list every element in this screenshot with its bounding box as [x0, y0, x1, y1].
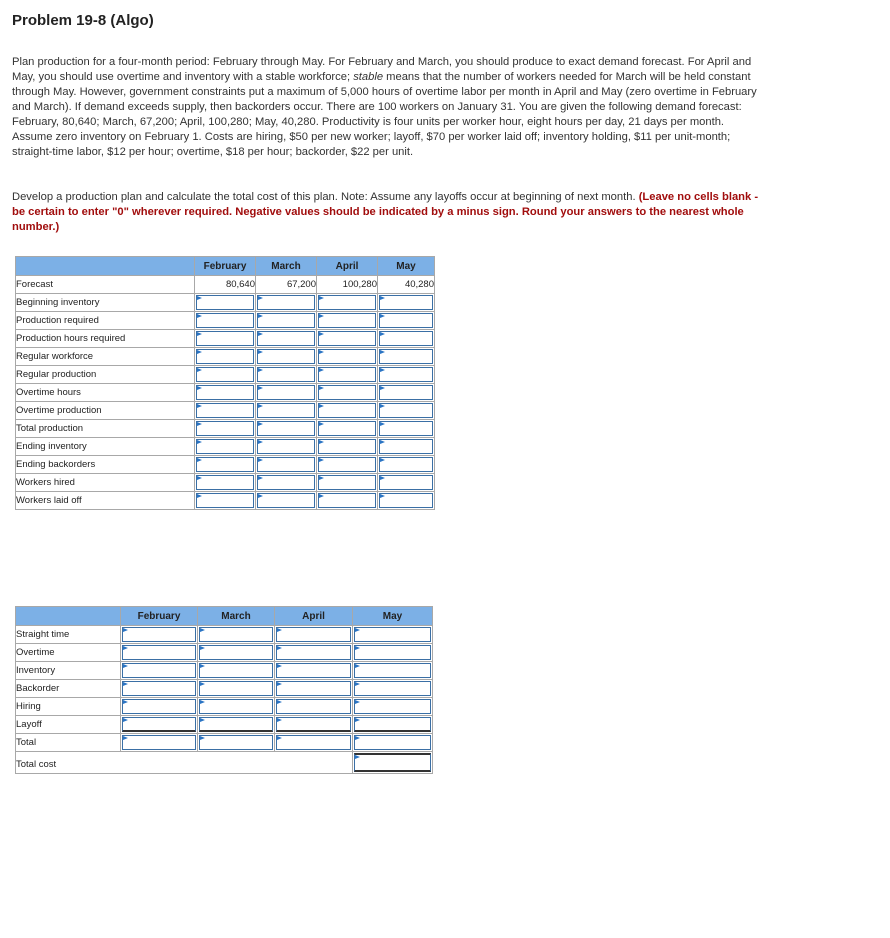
- answer-cell-february: [195, 384, 256, 402]
- cost-cell-february: [121, 680, 198, 698]
- answer-input[interactable]: [257, 349, 315, 364]
- cost-cell-march: [198, 716, 275, 734]
- answer-input[interactable]: [379, 313, 433, 328]
- cost-cell-february: [121, 698, 198, 716]
- plan-header-may: May: [378, 257, 435, 276]
- plan-row-total-production: [16, 420, 435, 438]
- answer-cell-may: [378, 420, 435, 438]
- cost-cell-march: [198, 662, 275, 680]
- answer-cell-may: [378, 474, 435, 492]
- answer-input[interactable]: [379, 295, 433, 310]
- answer-input[interactable]: [196, 439, 254, 454]
- answer-cell-may: [378, 348, 435, 366]
- answer-input[interactable]: [196, 367, 254, 382]
- cost-cell-february: [121, 734, 198, 752]
- cost-cell-may: [353, 698, 433, 716]
- answer-cell-may: [378, 492, 435, 510]
- answer-cell-may: [378, 384, 435, 402]
- cost-input[interactable]: [354, 627, 431, 642]
- plan-row-production-required: [16, 312, 435, 330]
- answer-input[interactable]: [196, 385, 254, 400]
- plan-row-label: Workers laid off: [16, 492, 195, 510]
- cost-row-inventory: [16, 662, 433, 680]
- cost-input[interactable]: [199, 627, 273, 642]
- plan-header-february: February: [195, 257, 256, 276]
- cost-cell-may: [353, 734, 433, 752]
- answer-input[interactable]: [318, 295, 376, 310]
- forecast-row: [16, 276, 435, 294]
- plan-row-production-hours-required: [16, 330, 435, 348]
- cost-row-layoff: [16, 716, 433, 734]
- answer-cell-february: [195, 456, 256, 474]
- answer-input[interactable]: [257, 403, 315, 418]
- instructions: [12, 190, 764, 235]
- cost-input[interactable]: [276, 735, 351, 750]
- answer-cell-march: [256, 456, 317, 474]
- answer-input[interactable]: [318, 403, 376, 418]
- plan-row-overtime-hours: [16, 384, 435, 402]
- answer-input[interactable]: [196, 331, 254, 346]
- plan-header-march: March: [256, 257, 317, 276]
- answer-input[interactable]: [379, 421, 433, 436]
- plan-row-label: Total production: [16, 420, 195, 438]
- cost-input[interactable]: [199, 735, 273, 750]
- production-plan-table: [15, 256, 435, 510]
- cost-cell-april: [275, 662, 353, 680]
- cost-cell-april: [275, 698, 353, 716]
- plan-row-beginning-inventory: [16, 294, 435, 312]
- answer-cell-march: [256, 474, 317, 492]
- total-cost-label: Total cost: [16, 752, 353, 774]
- answer-cell-april: [317, 438, 378, 456]
- answer-input[interactable]: [257, 421, 315, 436]
- plan-header-row: [16, 257, 435, 276]
- cost-cell-february: [121, 644, 198, 662]
- answer-input[interactable]: [257, 295, 315, 310]
- cost-cell-may: [353, 644, 433, 662]
- answer-input[interactable]: [257, 385, 315, 400]
- plan-row-workers-hired: [16, 474, 435, 492]
- answer-input[interactable]: [379, 457, 433, 472]
- problem-title: Problem 19-8 (Algo): [12, 12, 154, 29]
- cost-cell-february: [121, 716, 198, 734]
- cost-input[interactable]: [122, 627, 196, 642]
- cost-cell-april: [275, 626, 353, 644]
- answer-input[interactable]: [379, 439, 433, 454]
- answer-input[interactable]: [257, 493, 315, 508]
- answer-input[interactable]: [318, 493, 376, 508]
- answer-cell-april: [317, 330, 378, 348]
- cost-row-label: Backorder: [16, 680, 121, 698]
- answer-cell-april: [317, 366, 378, 384]
- answer-input[interactable]: [257, 367, 315, 382]
- cost-input[interactable]: [354, 681, 431, 696]
- cost-cell-february: [121, 626, 198, 644]
- answer-input[interactable]: [379, 367, 433, 382]
- answer-input[interactable]: [196, 403, 254, 418]
- answer-cell-may: [378, 402, 435, 420]
- cost-input[interactable]: [199, 717, 273, 732]
- forecast-march: 67,200: [256, 276, 317, 294]
- cost-header-row: [16, 607, 433, 626]
- cost-input[interactable]: [122, 717, 196, 732]
- instructions-warning: (Leave no cells blank - be certain to enter "0" wherever required. Negative values should be indicated by a minus sign. Round your answers to the nearest whole number.): [12, 191, 759, 233]
- answer-cell-may: [378, 456, 435, 474]
- cost-input[interactable]: [354, 645, 431, 660]
- plan-row-label: Workers hired: [16, 474, 195, 492]
- cost-header-april: April: [275, 607, 353, 626]
- answer-input[interactable]: [318, 475, 376, 490]
- answer-cell-february: [195, 294, 256, 312]
- answer-cell-may: [378, 330, 435, 348]
- answer-cell-april: [317, 474, 378, 492]
- answer-input[interactable]: [318, 313, 376, 328]
- cost-input[interactable]: [276, 699, 351, 714]
- answer-input[interactable]: [318, 439, 376, 454]
- total-cost-cell: [353, 752, 433, 774]
- answer-cell-april: [317, 420, 378, 438]
- answer-input[interactable]: [257, 313, 315, 328]
- cost-table: [15, 606, 433, 774]
- cost-cell-march: [198, 626, 275, 644]
- answer-cell-february: [195, 474, 256, 492]
- answer-input[interactable]: [196, 421, 254, 436]
- answer-cell-february: [195, 348, 256, 366]
- answer-input[interactable]: [379, 403, 433, 418]
- cost-input[interactable]: [354, 699, 431, 714]
- answer-cell-april: [317, 312, 378, 330]
- cost-row-backorder: [16, 680, 433, 698]
- forecast-may: 40,280: [378, 276, 435, 294]
- plan-row-regular-production: [16, 366, 435, 384]
- cost-row-label: Total: [16, 734, 121, 752]
- cost-header-blank: [16, 607, 121, 626]
- answer-input[interactable]: [379, 493, 433, 508]
- cost-input[interactable]: [199, 663, 273, 678]
- answer-input[interactable]: [196, 349, 254, 364]
- answer-cell-march: [256, 492, 317, 510]
- answer-cell-february: [195, 330, 256, 348]
- cost-input[interactable]: [199, 645, 273, 660]
- cost-cell-march: [198, 680, 275, 698]
- cost-header-march: March: [198, 607, 275, 626]
- answer-cell-february: [195, 402, 256, 420]
- cost-input[interactable]: [276, 645, 351, 660]
- plan-row-label: Overtime hours: [16, 384, 195, 402]
- cost-cell-march: [198, 644, 275, 662]
- cost-cell-february: [121, 662, 198, 680]
- cost-input[interactable]: [199, 699, 273, 714]
- cost-cell-april: [275, 734, 353, 752]
- cost-row-label: Straight time: [16, 626, 121, 644]
- cost-cell-may: [353, 680, 433, 698]
- answer-cell-may: [378, 312, 435, 330]
- cost-row-overtime: [16, 644, 433, 662]
- cost-row-straight-time: [16, 626, 433, 644]
- answer-input[interactable]: [257, 475, 315, 490]
- answer-cell-april: [317, 402, 378, 420]
- answer-input[interactable]: [318, 457, 376, 472]
- forecast-february: 80,640: [195, 276, 256, 294]
- answer-cell-april: [317, 456, 378, 474]
- cost-row-total: [16, 734, 433, 752]
- cost-cell-may: [353, 626, 433, 644]
- instructions-text: Develop a production plan and calculate the total cost of this plan. Note: Assume any layoffs occur at beginning of next month.: [12, 191, 639, 203]
- cost-row-label: Overtime: [16, 644, 121, 662]
- answer-input[interactable]: [318, 349, 376, 364]
- plan-row-overtime-production: [16, 402, 435, 420]
- forecast-label: Forecast: [16, 276, 195, 294]
- answer-cell-april: [317, 348, 378, 366]
- cost-input[interactable]: [276, 717, 351, 732]
- cost-input[interactable]: [122, 681, 196, 696]
- problem-description: [12, 55, 764, 160]
- answer-cell-march: [256, 420, 317, 438]
- description-italic-word: stable: [353, 71, 384, 83]
- answer-input[interactable]: [196, 493, 254, 508]
- plan-header-april: April: [317, 257, 378, 276]
- answer-cell-february: [195, 492, 256, 510]
- answer-input[interactable]: [379, 349, 433, 364]
- cost-row-hiring: [16, 698, 433, 716]
- answer-cell-march: [256, 438, 317, 456]
- answer-cell-march: [256, 330, 317, 348]
- answer-cell-february: [195, 312, 256, 330]
- cost-cell-april: [275, 644, 353, 662]
- total-cost-input[interactable]: [354, 753, 431, 772]
- cost-input[interactable]: [354, 663, 431, 678]
- cost-input[interactable]: [122, 735, 196, 750]
- cost-input[interactable]: [199, 681, 273, 696]
- cost-cell-may: [353, 716, 433, 734]
- cost-input[interactable]: [122, 663, 196, 678]
- plan-header-blank: [16, 257, 195, 276]
- plan-row-label: Regular workforce: [16, 348, 195, 366]
- cost-input[interactable]: [276, 681, 351, 696]
- answer-input[interactable]: [257, 457, 315, 472]
- answer-input[interactable]: [379, 385, 433, 400]
- answer-cell-february: [195, 438, 256, 456]
- plan-row-label: Production required: [16, 312, 195, 330]
- answer-cell-may: [378, 438, 435, 456]
- answer-input[interactable]: [318, 367, 376, 382]
- answer-cell-march: [256, 402, 317, 420]
- cost-cell-april: [275, 716, 353, 734]
- answer-input[interactable]: [318, 421, 376, 436]
- answer-input[interactable]: [379, 475, 433, 490]
- plan-row-label: Beginning inventory: [16, 294, 195, 312]
- answer-input[interactable]: [318, 331, 376, 346]
- cost-row-label: Layoff: [16, 716, 121, 734]
- answer-cell-march: [256, 348, 317, 366]
- cost-input[interactable]: [354, 717, 431, 732]
- cost-header-may: May: [353, 607, 433, 626]
- cost-row-label: Hiring: [16, 698, 121, 716]
- answer-input[interactable]: [257, 439, 315, 454]
- answer-input[interactable]: [196, 295, 254, 310]
- answer-cell-march: [256, 384, 317, 402]
- plan-row-label: Ending backorders: [16, 456, 195, 474]
- answer-input[interactable]: [196, 457, 254, 472]
- cost-cell-april: [275, 680, 353, 698]
- cost-input[interactable]: [122, 699, 196, 714]
- plan-row-regular-workforce: [16, 348, 435, 366]
- forecast-april: 100,280: [317, 276, 378, 294]
- answer-cell-february: [195, 420, 256, 438]
- plan-row-label: Ending inventory: [16, 438, 195, 456]
- plan-row-label: Production hours required: [16, 330, 195, 348]
- cost-row-label: Inventory: [16, 662, 121, 680]
- plan-row-label: Overtime production: [16, 402, 195, 420]
- answer-cell-march: [256, 312, 317, 330]
- cost-input[interactable]: [276, 663, 351, 678]
- answer-cell-february: [195, 366, 256, 384]
- answer-input[interactable]: [379, 331, 433, 346]
- answer-cell-april: [317, 294, 378, 312]
- answer-input[interactable]: [257, 331, 315, 346]
- answer-cell-march: [256, 294, 317, 312]
- answer-cell-march: [256, 366, 317, 384]
- answer-cell-april: [317, 492, 378, 510]
- description-part1: Plan production for a four-month period: February through May. For February and March, you should produce to exact demand forecast. For April and May, you should use overtime and inventory with a stable workforce;: [12, 56, 752, 83]
- plan-row-workers-laid-off: [16, 492, 435, 510]
- answer-cell-may: [378, 294, 435, 312]
- answer-input[interactable]: [196, 313, 254, 328]
- plan-row-ending-inventory: [16, 438, 435, 456]
- cost-cell-march: [198, 698, 275, 716]
- cost-input[interactable]: [276, 627, 351, 642]
- total-cost-row: [16, 752, 433, 774]
- answer-input[interactable]: [318, 385, 376, 400]
- cost-header-february: February: [121, 607, 198, 626]
- answer-cell-may: [378, 366, 435, 384]
- cost-cell-may: [353, 662, 433, 680]
- plan-row-ending-backorders: [16, 456, 435, 474]
- plan-row-label: Regular production: [16, 366, 195, 384]
- cost-cell-march: [198, 734, 275, 752]
- answer-input[interactable]: [196, 475, 254, 490]
- answer-cell-april: [317, 384, 378, 402]
- description-part2: means that the number of workers needed for March will be held constant through May. However, government constraints put a maximum of 5,000 hours of overtime labor per month in April and May (zero overtime in February and March). If demand exceeds supply, then backorders occur. There are 100 workers on January 31. You are given the following demand forecast: February, 80,640; March, 67,200; April, 100,280; May, 40,280. Productivity is four units per worker hour, eight hours per day, 21 days per month. Assume zero inventory on February 1. Costs are hiring, $50 per new worker; layoff, $70 per worker laid off; inventory holding, $11 per unit-month; straight-time labor, $12 per hour; overtime, $18 per hour; backorder, $22 per unit.: [12, 71, 757, 158]
- cost-input[interactable]: [122, 645, 196, 660]
- cost-input[interactable]: [354, 735, 431, 750]
